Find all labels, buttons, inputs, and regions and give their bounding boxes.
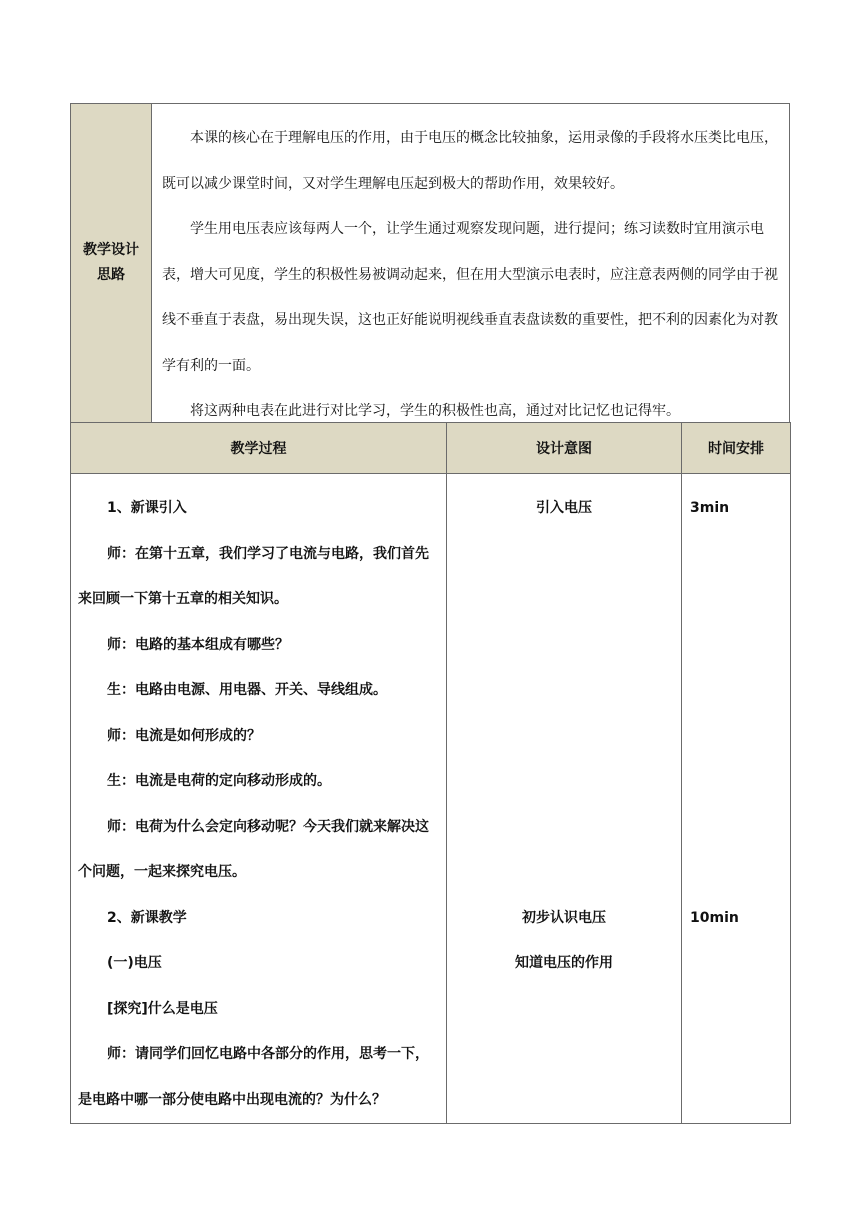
process-table: [70, 422, 791, 1124]
design-paragraph: 本课的核心在于理解电压的作用，由于电压的概念比较抽象，运用录像的手段将水压类比电压，既可以减少课堂时间，又对学生理解电压起到极大的帮助作用，效果较好。: [162, 130, 778, 192]
table-row: [71, 474, 791, 1124]
process-line: [探究]什么是电压: [107, 1000, 218, 1017]
header-intent: 设计意图: [447, 423, 682, 474]
time-1: 3min: [690, 500, 730, 516]
design-paragraph: 学生用电压表应该每两人一个，让学生通过观察发现问题，进行提问；练习读数时宜用演示电表，增大可见度，学生的积极性易被调动起来，但在用大型演示电表时，应注意表两侧的同学由于视线不垂直于表盘，易出现失误，这也正好能说明视线垂直表盘读数的重要性，把不利的因素化为对教学有利的一面。: [162, 221, 778, 374]
process-line: 师：请同学们回忆电路中各部分的作用，思考一下，是电路中哪一部分使电路中出现电流的？为什么？: [78, 1046, 429, 1108]
process-line: (一)电压: [107, 955, 162, 971]
process-line: 师：在第十五章，我们学习了电流与电路，我们首先来回顾一下第十五章的相关知识。: [78, 545, 429, 607]
process-line: 生：电流是电荷的定向移动形成的。: [107, 773, 331, 789]
design-label-line1: 教学设计: [83, 242, 139, 258]
process-line: 师：电路的基本组成有哪些？: [107, 636, 289, 653]
intent-cell: [447, 474, 682, 1124]
process-line: 2、新课教学: [107, 909, 187, 926]
design-label-cell: [71, 104, 152, 422]
process-line: 生：电路由电源、用电器、开关、导线组成。: [107, 682, 387, 698]
process-line: 1、新课引入: [107, 500, 187, 516]
time-cell: [682, 474, 791, 1124]
intent-2b: 知道电压的作用: [515, 955, 613, 971]
intent-1: 引入电压: [536, 500, 592, 516]
header-process: 教学过程: [71, 423, 447, 474]
design-text: [152, 104, 789, 422]
design-paragraph: 将这两种电表在此进行对比学习，学生的积极性也高，通过对比记忆也记得牢。: [190, 403, 680, 419]
process-cell: [71, 474, 447, 1124]
process-line: 师：电荷为什么会定向移动呢？今天我们就来解决这个问题，一起来探究电压。: [78, 818, 429, 880]
design-section: [70, 103, 790, 423]
design-label-line2: 思路: [97, 267, 125, 283]
time-2: 10min: [690, 909, 739, 926]
table-header-row: [71, 423, 791, 474]
header-time: 时间安排: [682, 423, 791, 474]
process-line: 师：电流是如何形成的？: [107, 727, 261, 744]
intent-2a: 初步认识电压: [522, 909, 606, 926]
